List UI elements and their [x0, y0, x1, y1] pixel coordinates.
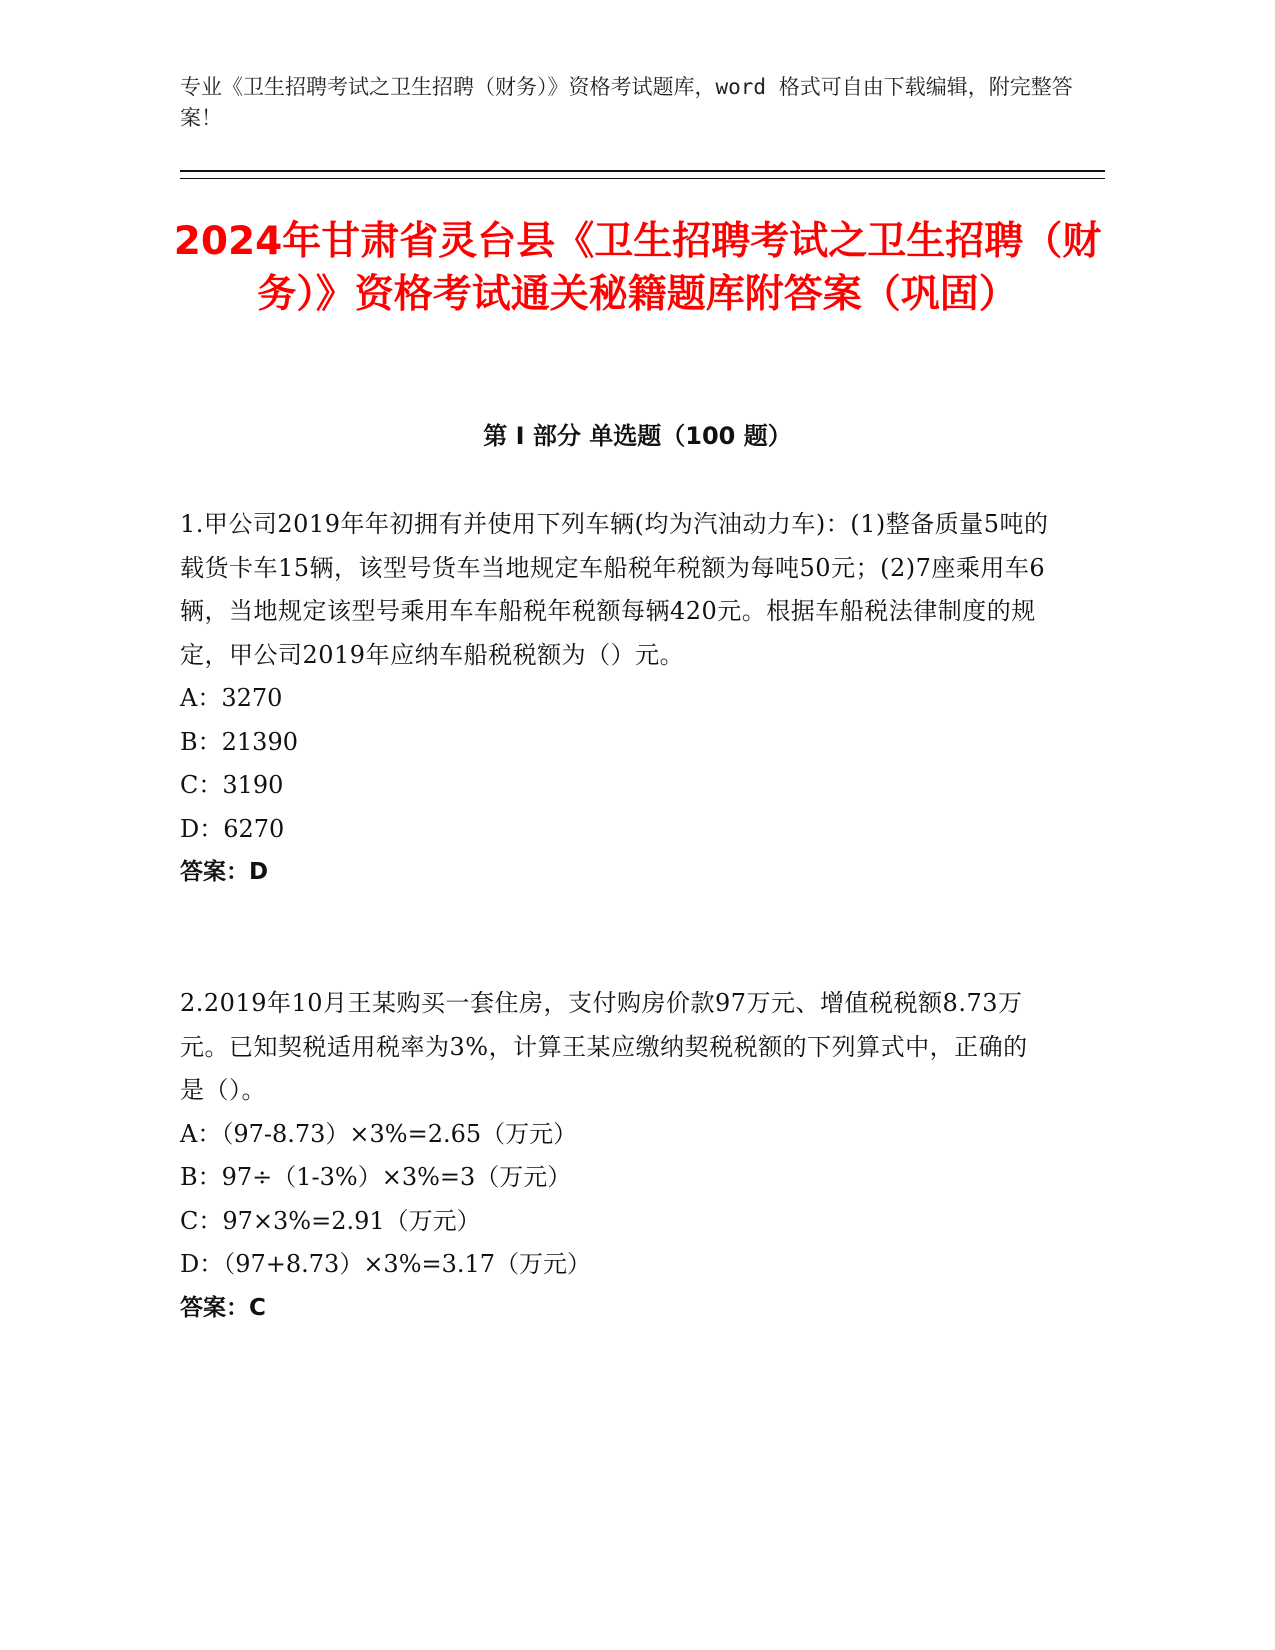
option-c: C：3190 [180, 771, 284, 799]
question-stem: 1.甲公司2019年年初拥有并使用下列车辆(均为汽油动力车)：(1)整备质量5吨的载货卡车15辆，该型号货车当地规定车船税年税额为每吨50元；(2)7座乘用车6辆，当地规定该型号乘用车车船税年税额每辆420元。根据车船税法律制度的规定，甲公司2019年应纳车船税税额为（）元。 [180, 510, 1049, 669]
option-c: C：97×3%=2.91（万元） [180, 1206, 481, 1235]
question-2 [180, 982, 1050, 1330]
question-stem: 2.2019年10月王某购买一套住房，支付购房价款97万元、增值税税额8.73万元。已知契税适用税率为3%，计算王某应缴纳契税税额的下列算式中，正确的是（）。 [180, 989, 1028, 1104]
document-title: 2024年甘肃省灵台县《卫生招聘考试之卫生招聘（财务）》资格考试通关秘籍题库附答案（巩固） [173, 219, 1102, 317]
option-d: D：6270 [180, 814, 285, 843]
header-note: 专业《卫生招聘考试之卫生招聘（财务）》资格考试题库，word 格式可自由下载编辑，附完整答案！ [180, 75, 1073, 130]
section-heading: 第 I 部分 单选题（100 题） [483, 422, 792, 450]
header-rule-thick [180, 170, 1105, 172]
option-b: B：21390 [180, 727, 298, 756]
answer-line: 答案：C [180, 1294, 266, 1321]
option-d: D：（97+8.73）×3%=3.17（万元） [180, 1250, 592, 1278]
header-rule-thin [180, 178, 1105, 179]
answer-line: 答案：D [180, 859, 269, 885]
option-a: A：3270 [180, 684, 283, 712]
option-b: B：97÷（1-3%）×3%=3（万元） [180, 1163, 572, 1191]
option-a: A：（97-8.73）×3%=2.65（万元） [180, 1119, 578, 1148]
question-1 [180, 503, 1050, 895]
